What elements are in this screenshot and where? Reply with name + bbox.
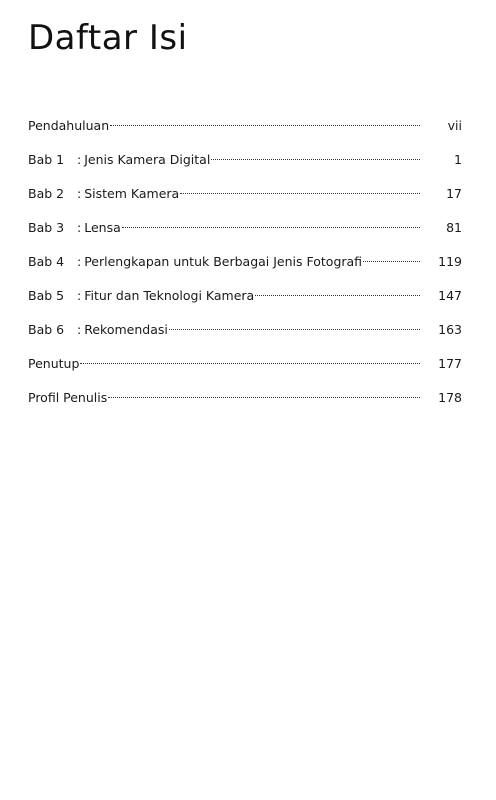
toc-chapter-number: Bab 5 <box>28 288 65 303</box>
toc-separator: : <box>77 322 82 337</box>
page-title: Daftar Isi <box>28 18 188 58</box>
toc-chapter-number: Bab 2 <box>28 186 65 201</box>
dot-leader <box>122 226 420 228</box>
toc-separator: : <box>77 186 82 201</box>
toc-row-bab-3[interactable] <box>28 218 462 252</box>
dot-leader <box>80 362 420 364</box>
toc-entry-title: Jenis Kamera Digital <box>84 152 211 167</box>
toc-entry-title: Pendahuluan <box>28 118 110 133</box>
toc-separator: : <box>77 254 82 269</box>
dot-leader <box>108 396 420 398</box>
toc-entry-title: Profil Penulis <box>28 390 108 405</box>
toc-row-penutup[interactable] <box>28 354 462 388</box>
toc-chapter-number: Bab 3 <box>28 220 65 235</box>
toc-page-number: 177 <box>438 356 462 371</box>
dot-leader <box>180 192 420 194</box>
toc-chapter-number: Bab 6 <box>28 322 65 337</box>
toc-page-number: vii <box>447 118 462 133</box>
toc-row-bab-4[interactable] <box>28 252 462 286</box>
dot-leader <box>363 260 420 262</box>
toc-page-number: 81 <box>446 220 462 235</box>
toc-page-number: 147 <box>438 288 462 303</box>
toc-entry-title: Sistem Kamera <box>84 186 180 201</box>
toc-entry-title: Penutup <box>28 356 80 371</box>
toc-page-number: 17 <box>446 186 462 201</box>
toc-row-bab-1[interactable] <box>28 150 462 184</box>
toc-chapter-number: Bab 1 <box>28 152 65 167</box>
toc-chapter-number: Bab 4 <box>28 254 65 269</box>
toc-entry-title: Rekomendasi <box>84 322 168 337</box>
toc-page-number: 163 <box>438 322 462 337</box>
toc-separator: : <box>77 152 82 167</box>
toc-entry-title: Perlengkapan untuk Berbagai Jenis Fotografi <box>84 254 363 269</box>
toc-entry-title: Lensa <box>84 220 121 235</box>
toc-page-number: 119 <box>438 254 462 269</box>
dot-leader <box>169 328 420 330</box>
toc-row-profil-penulis[interactable] <box>28 388 462 422</box>
dot-leader <box>110 124 420 126</box>
toc-row-bab-6[interactable] <box>28 320 462 354</box>
toc-separator: : <box>77 288 82 303</box>
table-of-contents <box>28 116 462 422</box>
dot-leader <box>211 158 420 160</box>
dot-leader <box>255 294 420 296</box>
toc-row-bab-5[interactable] <box>28 286 462 320</box>
toc-entry-title: Fitur dan Teknologi Kamera <box>84 288 255 303</box>
toc-page-number: 178 <box>438 390 462 405</box>
toc-page-number: 1 <box>454 152 462 167</box>
toc-separator: : <box>77 220 82 235</box>
toc-row-pendahuluan[interactable] <box>28 116 462 150</box>
toc-row-bab-2[interactable] <box>28 184 462 218</box>
